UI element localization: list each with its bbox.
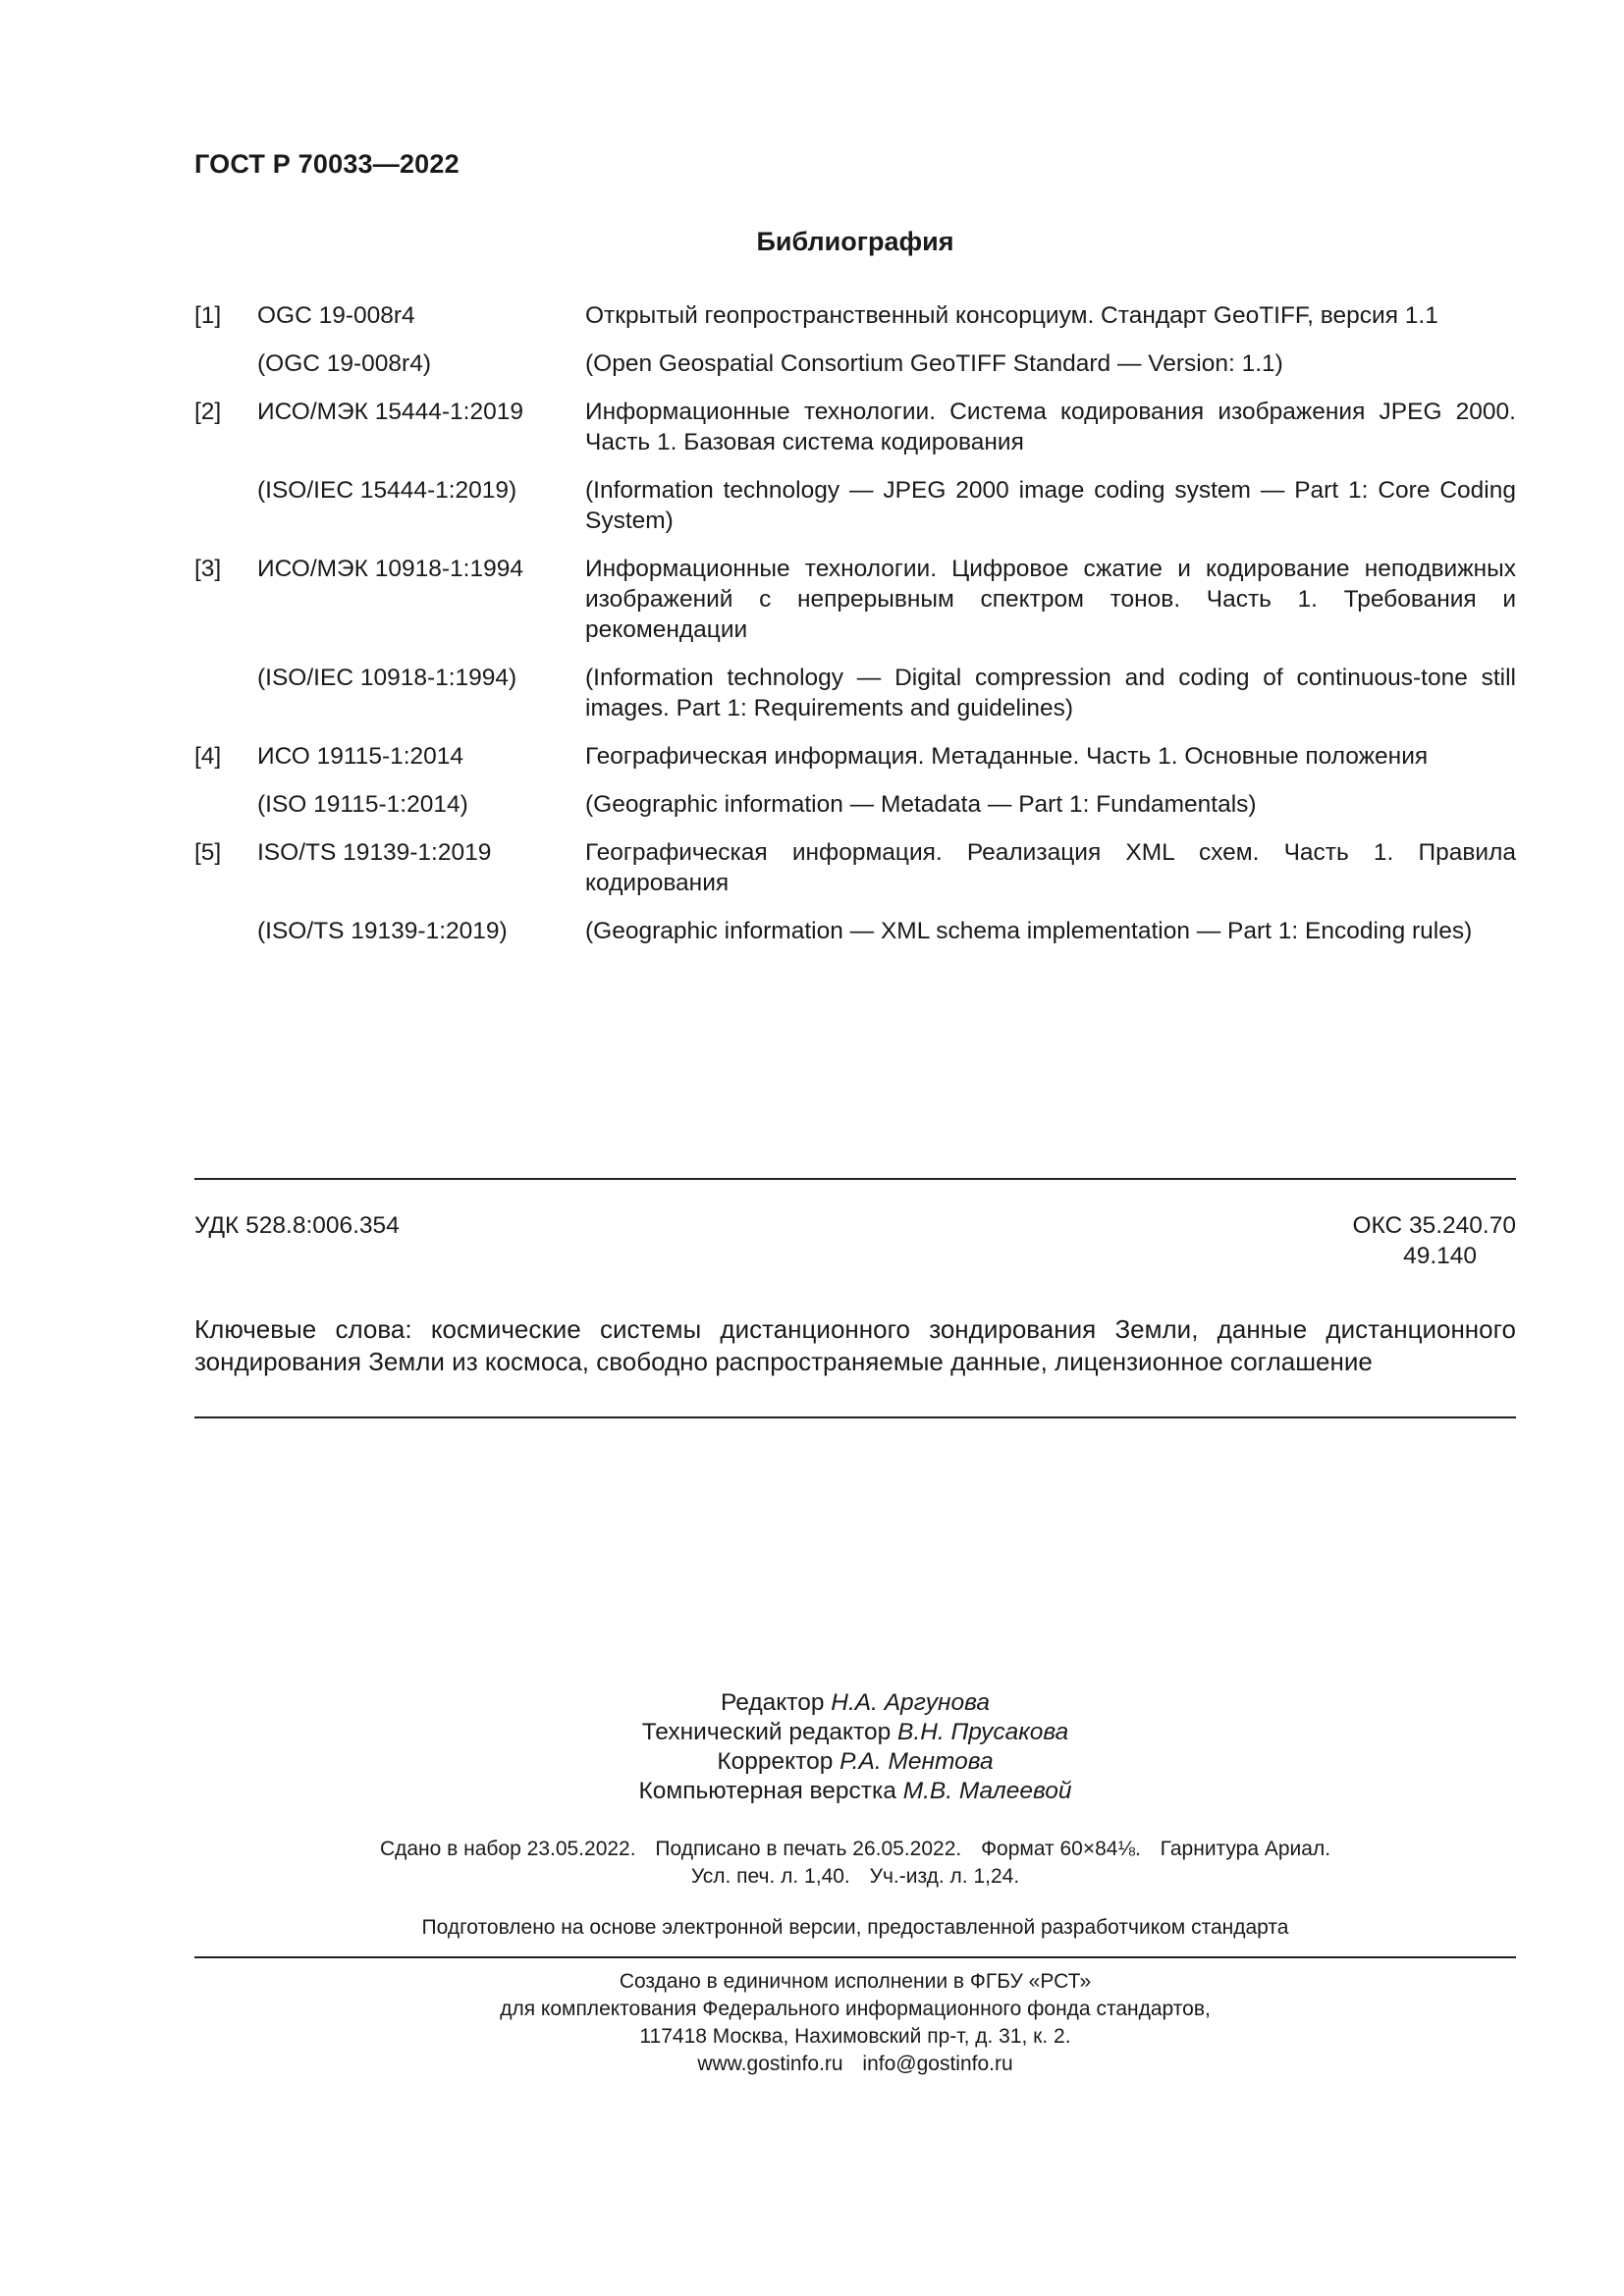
credit-role: Корректор xyxy=(717,1748,834,1775)
signed-date: Подписано в печать 26.05.2022. xyxy=(655,1838,962,1860)
print-info-line-1 xyxy=(194,1836,1516,1863)
credits-block xyxy=(194,1688,1516,1806)
credit-name: М.В. Малеевой xyxy=(902,1778,1072,1804)
bibliography-list xyxy=(194,300,1516,946)
entry-description: Географическая информация. Метаданные. Часть 1. Основные положения xyxy=(585,743,1429,770)
entry-number: [1] xyxy=(194,302,222,329)
credit-role: Технический редактор xyxy=(641,1719,892,1745)
entry-description: Открытый геопространственный консорциум. Стандарт GeoTIFF, версия 1.1 xyxy=(585,302,1438,329)
credit-name: Н.А. Аргунова xyxy=(831,1689,991,1716)
entry-description: (Geographic information — XML schema implementation — Part 1: Encoding rules) xyxy=(585,918,1473,944)
entry-description: (Geographic information — Metadata — Part 1: Fundamentals) xyxy=(585,791,1257,818)
email-link[interactable]: info@gostinfo.ru xyxy=(862,2053,1013,2075)
bibliography-entry xyxy=(194,741,1516,772)
entry-number: [5] xyxy=(194,839,222,866)
contacts-line xyxy=(194,2051,1516,2078)
credit-line xyxy=(194,1747,1516,1777)
entry-code: ISO/TS 19139-1:2019 xyxy=(257,839,492,866)
print-info-line-2 xyxy=(194,1863,1516,1891)
bibliography-entry xyxy=(194,789,1516,820)
keywords: Ключевые слова: космические системы дистанционного зондирования Земли, данные дистанционного зондирования Земли из космоса, свободно распространяемые данные, лицензионное соглашение xyxy=(194,1314,1516,1376)
credit-role: Компьютерная верстка xyxy=(638,1778,896,1804)
bibliography-entry xyxy=(194,554,1516,645)
entry-number: [4] xyxy=(194,743,222,770)
entry-code: (ISO/IEC 10918-1:1994) xyxy=(257,665,517,691)
entry-code: (ISO 19115-1:2014) xyxy=(257,791,468,818)
bibliography-entry xyxy=(194,300,1516,331)
credit-line xyxy=(194,1777,1516,1806)
bibliography-entry xyxy=(194,397,1516,457)
publication-sheets: Уч.-изд. л. 1,24. xyxy=(869,1865,1020,1888)
entry-code: (OGC 19-008r4) xyxy=(257,350,432,377)
print-info xyxy=(194,1836,1516,1891)
entry-description: Информационные технологии. Цифровое сжатие и кодирование неподвижных изображений с непрерывным спектром тонов. Часть 1. Требования и рекомендации xyxy=(585,556,1516,643)
divider-top xyxy=(194,1178,1516,1180)
created-line-2: для комплектования Федерального информационного фонда стандартов, xyxy=(500,1998,1211,2020)
entry-description: (Information technology — Digital compression and coding of continuous-tone still images. Part 1: Requirements and guidelines) xyxy=(585,665,1516,721)
standard-code: ГОСТ Р 70033—2022 xyxy=(194,149,460,179)
entry-description: Информационные технологии. Система кодирования изображения JPEG 2000. Часть 1. Базовая система кодирования xyxy=(585,399,1516,455)
divider-keywords xyxy=(194,1416,1516,1418)
entry-code: OGC 19-008r4 xyxy=(257,302,415,329)
divider-bottom xyxy=(194,1956,1516,1958)
entry-code: ИСО/МЭК 15444-1:2019 xyxy=(257,399,523,425)
entry-code: (ISO/TS 19139-1:2019) xyxy=(257,918,508,944)
entry-description: (Open Geospatial Consortium GeoTIFF Standard — Version: 1.1) xyxy=(585,350,1283,377)
credit-line xyxy=(194,1688,1516,1718)
udk-code: УДК 528.8:006.354 xyxy=(194,1212,400,1239)
entry-code: ИСО 19115-1:2014 xyxy=(257,743,464,770)
bibliography-entry xyxy=(194,916,1516,946)
credit-name: В.Н. Прусакова xyxy=(897,1719,1069,1745)
prepared-note: Подготовлено на основе электронной версии, предоставленной разработчиком стандарта xyxy=(421,1916,1289,1939)
oks-line-2: 49.140 xyxy=(1403,1243,1477,1269)
bibliography-entry xyxy=(194,837,1516,898)
credit-role: Редактор xyxy=(720,1689,825,1716)
oks-line-1: ОКС 35.240.70 xyxy=(1352,1212,1516,1239)
printed-sheets: Усл. печ. л. 1,40. xyxy=(690,1865,850,1888)
entry-number: [3] xyxy=(194,556,222,582)
website-link[interactable]: www.gostinfo.ru xyxy=(697,2053,843,2075)
bibliography-entry xyxy=(194,663,1516,723)
print-format: Формат 60×84⅛. xyxy=(981,1838,1141,1860)
bibliography-entry xyxy=(194,348,1516,379)
created-block xyxy=(194,1968,1516,2078)
credit-name: Р.А. Ментова xyxy=(839,1748,994,1775)
submitted-date: Сдано в набор 23.05.2022. xyxy=(379,1838,636,1860)
created-line-1: Создано в единичном исполнении в ФГБУ «РСТ» xyxy=(619,1970,1092,1993)
bibliography-title: Библиография xyxy=(756,227,954,256)
credit-line xyxy=(194,1718,1516,1747)
bibliography-entry xyxy=(194,475,1516,536)
typeface: Гарнитура Ариал. xyxy=(1160,1838,1331,1860)
entry-description: (Information technology — JPEG 2000 image coding system — Part 1: Core Coding System) xyxy=(585,477,1516,534)
entry-number: [2] xyxy=(194,399,222,425)
entry-code: (ISO/IEC 15444-1:2019) xyxy=(257,477,517,504)
oks-code xyxy=(1329,1210,1516,1271)
entry-code: ИСО/МЭК 10918-1:1994 xyxy=(257,556,523,582)
created-line-3: 117418 Москва, Нахимовский пр-т, д. 31, к. 2. xyxy=(639,2025,1071,2048)
entry-description: Географическая информация. Реализация XML схем. Часть 1. Правила кодирования xyxy=(585,839,1516,896)
